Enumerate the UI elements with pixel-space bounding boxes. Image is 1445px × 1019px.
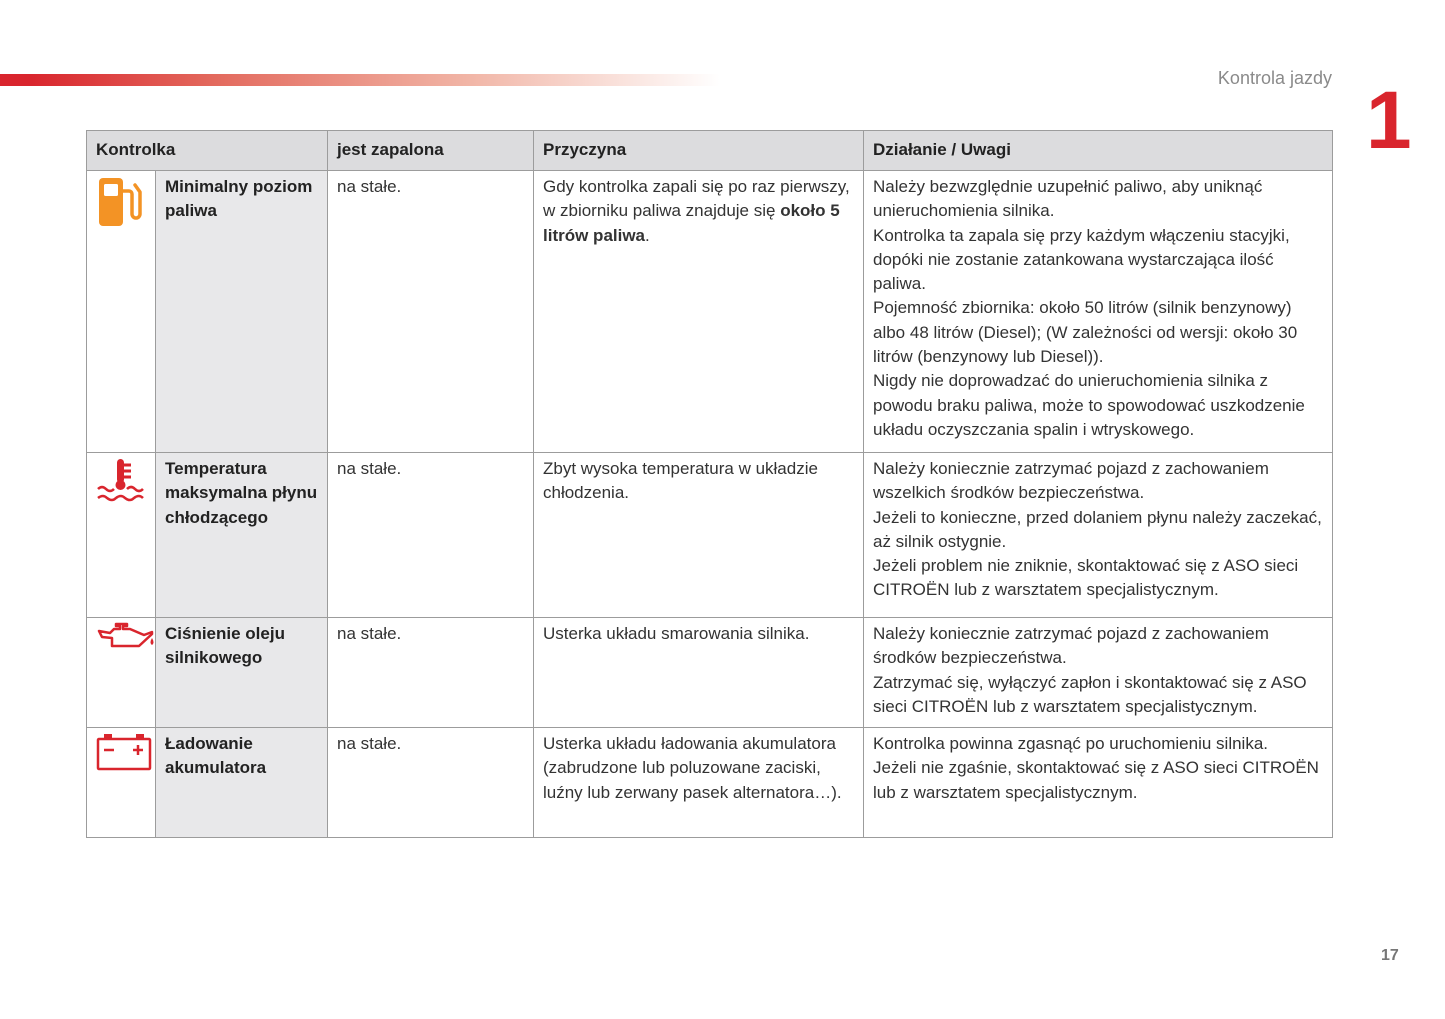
fuel-pump-icon [96, 175, 144, 236]
warning-cause: Usterka układu smarowania silnika. [534, 618, 864, 728]
oil-pressure-icon [96, 622, 156, 659]
coolant-temperature-icon [96, 457, 146, 510]
icon-cell [87, 171, 156, 453]
warning-action [864, 618, 1333, 728]
header-accent-bar [0, 74, 720, 86]
action-line: Kontrolka powinna zgasnąć po uruchomieniu silnika. [873, 734, 1269, 754]
warning-action [864, 453, 1333, 618]
table-row [87, 453, 1333, 618]
warning-state: na stałe. [328, 618, 534, 728]
warning-name: Ładowanie akumulatora [156, 728, 328, 838]
warning-cause: Usterka układu ładowania akumulatora (zabrudzone lub poluzowane zaciski, luźny lub zerwany pasek alternatora…). [534, 728, 864, 838]
warning-name: Ciśnienie oleju silnikowego [156, 618, 328, 728]
page-number: 17 [1381, 947, 1399, 964]
cause-highlight: około 5 litrów paliwa [543, 201, 840, 245]
action-line: Nigdy nie doprowadzać do unieruchomienia silnika z powodu braku paliwa, może to spowodować uszkodzenie układu oczyszczania spalin i wtryskowego. [873, 371, 1305, 439]
table-header-row [87, 131, 1333, 171]
icon-cell [87, 618, 156, 728]
warning-state: na stałe. [328, 728, 534, 838]
warning-cause: Zbyt wysoka temperatura w układzie chłodzenia. [534, 453, 864, 618]
action-line: Zatrzymać się, wyłączyć zapłon i skontaktować się z ASO sieci CITROËN lub z warsztatem specjalistycznym. [873, 672, 1307, 716]
action-line: Jeżeli to konieczne, przed dolaniem płynu należy zaczekać, aż silnik ostygnie. [873, 507, 1322, 551]
action-line: Kontrolka ta zapala się przy każdym włączeniu stacyjki, dopóki nie zostanie zatankowana wystarczająca ilość paliwa. [873, 225, 1290, 294]
battery-icon [96, 732, 152, 779]
warning-cause [534, 171, 864, 453]
action-line: Należy koniecznie zatrzymać pojazd z zachowaniem wszelkich środków bezpieczeństwa. [873, 459, 1269, 503]
table-row [87, 618, 1333, 728]
icon-cell [87, 453, 156, 618]
cause-text: Gdy kontrolka zapali się po raz pierwszy, w zbiorniku paliwa znajduje się [543, 177, 850, 221]
column-header-cause: Przyczyna [534, 131, 864, 171]
section-title: Kontrola jazdy [1217, 68, 1332, 88]
warning-lights-table [86, 130, 1333, 838]
icon-cell [87, 728, 156, 838]
chapter-number: 1 [1366, 75, 1412, 166]
warning-name: Temperatura maksymalna płynu chłodzącego [156, 453, 328, 618]
warning-action [864, 728, 1333, 838]
warning-name: Minimalny poziom paliwa [156, 171, 328, 453]
table-row [87, 171, 1333, 453]
action-line: Należy koniecznie zatrzymać pojazd z zachowaniem środków bezpieczeństwa. [873, 624, 1269, 668]
warning-state: na stałe. [328, 453, 534, 618]
cause-end: . [645, 225, 650, 245]
action-line: Jeżeli problem nie zniknie, skontaktować się z ASO sieci CITROËN lub z warsztatem specjalistycznym. [873, 556, 1299, 600]
table-row [87, 728, 1333, 838]
warning-action [864, 171, 1333, 453]
column-header-action: Działanie / Uwagi [864, 131, 1333, 171]
warning-state: na stałe. [328, 171, 534, 453]
action-line: Pojemność zbiornika: około 50 litrów (silnik benzynowy) albo 48 litrów (Diesel); (W zależności od wersji: około 30 litrów (benzynowy lub Diesel)). [873, 298, 1298, 367]
column-header-kontrolka: Kontrolka [87, 131, 328, 171]
column-header-state: jest zapalona [328, 131, 534, 171]
action-line: Jeżeli nie zgaśnie, skontaktować się z ASO sieci CITROËN lub z warsztatem specjalistycznym. [873, 758, 1319, 802]
action-line: Należy bezwzględnie uzupełnić paliwo, aby uniknąć unieruchomienia silnika. [873, 177, 1263, 221]
